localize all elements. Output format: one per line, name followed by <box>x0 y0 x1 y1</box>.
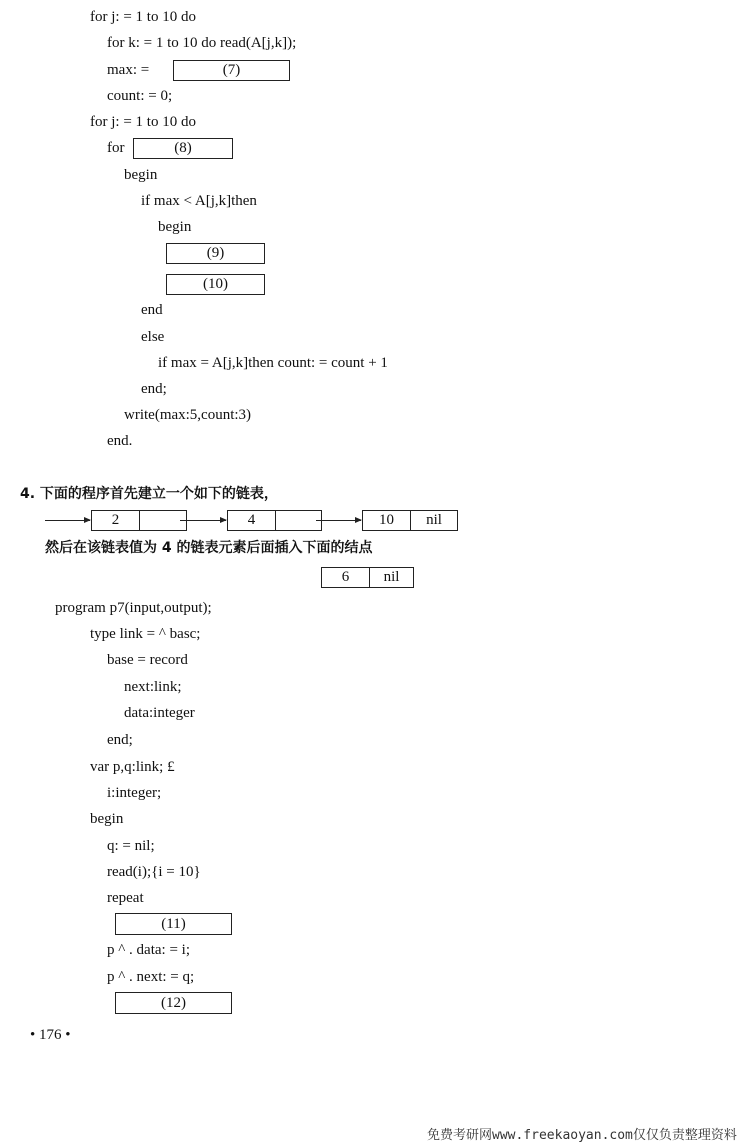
blank-label: (7) <box>222 62 241 78</box>
code-line: p ^ . next: = q; <box>107 969 195 985</box>
list-node <box>362 510 458 531</box>
arrow-icon <box>180 520 226 521</box>
list-node <box>91 510 187 531</box>
code-line: end <box>141 302 163 318</box>
code-line: begin <box>158 219 192 235</box>
node-next <box>275 511 321 530</box>
question-title: 4. 下面的程序首先建立一个如下的链表， <box>20 486 278 502</box>
blank-9 <box>166 243 265 264</box>
node-next: nil <box>410 511 457 530</box>
code-line: if max = A[j,k]then count: = count + 1 <box>158 355 388 371</box>
new-node <box>321 567 414 588</box>
code-line: data:integer <box>124 705 195 721</box>
node-value: 2 <box>111 512 120 528</box>
blank-label: (8) <box>174 140 192 156</box>
code-line: for <box>107 140 125 156</box>
code-line: for j: = 1 to 10 do <box>90 114 196 130</box>
blank-label: (12) <box>161 994 186 1011</box>
node-next <box>139 511 186 530</box>
code-line: program p7(input,output); <box>55 600 212 616</box>
code-line: base = record <box>107 652 188 668</box>
list-node <box>227 510 322 531</box>
code-line: for j: = 1 to 10 do <box>90 9 196 25</box>
code-line: count: = 0; <box>107 88 173 104</box>
blank-11 <box>115 913 232 935</box>
watermark-footer: 免费考研网www.freekaoyan.com仅仅负责整理资料 <box>427 1128 737 1143</box>
blank-7 <box>173 60 290 81</box>
code-line: end. <box>107 433 133 449</box>
code-line: type link = ^ basc; <box>90 626 201 642</box>
code-line: max: = <box>107 62 150 78</box>
blank-10 <box>166 274 265 295</box>
code-line: q: = nil; <box>107 838 155 854</box>
code-line: for k: = 1 to 10 do read(A[j,k]); <box>107 35 297 51</box>
code-line: begin <box>90 811 124 827</box>
blank-label: (11) <box>161 915 186 932</box>
code-line: i:integer; <box>107 785 162 801</box>
code-line: write(max:5,count:3) <box>124 407 252 423</box>
code-line: repeat <box>107 890 144 906</box>
node-value: 6 <box>341 569 350 585</box>
blank-label: (10) <box>203 276 228 292</box>
code-line: else <box>141 329 165 345</box>
node-next: nil <box>369 568 413 587</box>
code-line: next:link; <box>124 679 182 695</box>
code-line: read(i);{i = 10} <box>107 864 201 880</box>
code-line: p ^ . data: = i; <box>107 942 190 958</box>
code-line: var p,q:link; £ <box>90 759 175 775</box>
node-value: 4 <box>247 512 256 528</box>
arrow-icon <box>316 520 361 521</box>
blank-label: (9) <box>206 245 225 261</box>
code-line: end; <box>107 732 133 748</box>
code-line: end; <box>141 381 167 397</box>
node-value: 10 <box>379 512 394 528</box>
blank-12 <box>115 992 232 1014</box>
page-number: • 176 • <box>30 1027 71 1043</box>
code-line: begin <box>124 167 158 183</box>
blank-8 <box>133 138 233 159</box>
question-instruction: 然后在该链表值为 4 的链表元素后面插入下面的结点 <box>45 540 373 556</box>
code-line: if max < A[j,k]then <box>141 193 257 209</box>
arrow-icon <box>45 520 90 521</box>
